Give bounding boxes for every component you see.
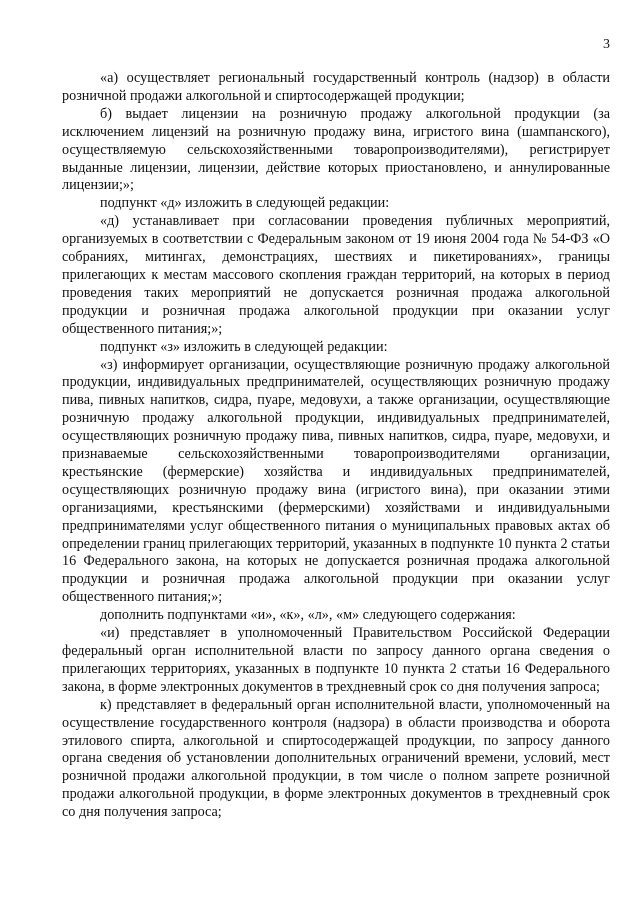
document-body — [62, 70, 610, 822]
paragraph-d: «д) устанавливает при согласовании проведения публичных мероприятий, организуемых в соответствии с Федеральным законом от 19 июня 2004 года № 54-ФЗ «О собраниях, митингах, демонстрациях, шествиях и пикетированиях», границы прилегающих к местам массового скопления граждан территорий, на которых в период проведения таких мероприятий не допускается розничная продажа алкогольной продукции и розничная продажа алкогольной продукции при оказании услуг общественного питания;»; — [62, 213, 610, 337]
instruction-z: подпункт «з» изложить в следующей редакции: — [100, 338, 388, 355]
instruction-d: подпункт «д» изложить в следующей редакции: — [100, 195, 390, 212]
paragraph-i: «и) представляет в уполномоченный Правительством Российской Федерации федеральный орган исполнительной власти по запросу данного органа сведения о прилегающих территориях, указанных в подпункте 10 пункта 2 статьи 16 Федерального закона, в форме электронных документов в трехдневный срок со дня получения запроса; — [62, 625, 610, 695]
instruction-add: дополнить подпунктами «и», «к», «л», «м» следующего содержания: — [100, 607, 516, 624]
paragraph-b: б) выдает лицензии на розничную продажу алкогольной продукции (за исключением лицензий на розничную продажу вина, игристого вина (шампанского), осуществляемую сельскохозяйственными товаропроизводителями), регистрирует выданные лицензии, лицензии, действие которых приостановлено, и аннулированные лицензии;»; — [62, 105, 610, 194]
paragraph-k: к) представляет в федеральный орган исполнительной власти, уполномоченный на осуществление государственного контроля (надзора) в области производства и оборота этилового спирта, алкогольной и спиртосодержащей продукции, по запросу данного органа сведения об установлении дополнительных ограничений времени, условий, мест розничной продажи алкогольной продукции, в том числе о полном запрете розничной продажи алкогольной продукции, в форме электронных документов в трехдневный срок со дня получения запроса; — [62, 696, 610, 821]
paragraph-z: «з) информирует организации, осуществляющие розничную продажу алкогольной продукции, индивидуальных предпринимателей, осуществляющих розничную продажу пива, пивных напитков, сидра, пуаре, медовухи, а также организации, осуществляющие розничную продажу алкогольной продукции, индивидуальных предпринимателей, осуществляющих розничную продажу пива, пивных напитков, сидра, пуаре, медовухи, и признаваемые сельскохозяйственными товаропроизводителями организации, крестьянские (фермерские) хозяйства и индивидуальных предпринимателей, осуществляющих розничную продажу вина (игристого вина), при оказании этими организациями, крестьянскими (фермерскими) хозяйствами и индивидуальными предпринимателями услуг общественного питания о муниципальных правовых актах об определении границ прилегающих территорий, указанных в подпункте 10 пункта 2 статьи 16 Федерального закона, на которых не допускается розничная продажа алкогольной продукции и розничная продажа алкогольной продукции при оказании услуг общественного питания;»; — [62, 356, 610, 606]
paragraph-a: «а) осуществляет региональный государственный контроль (надзор) в области розничной продажи алкогольной и спиртосодержащей продукции; — [62, 70, 610, 104]
page-number: 3 — [603, 37, 610, 52]
